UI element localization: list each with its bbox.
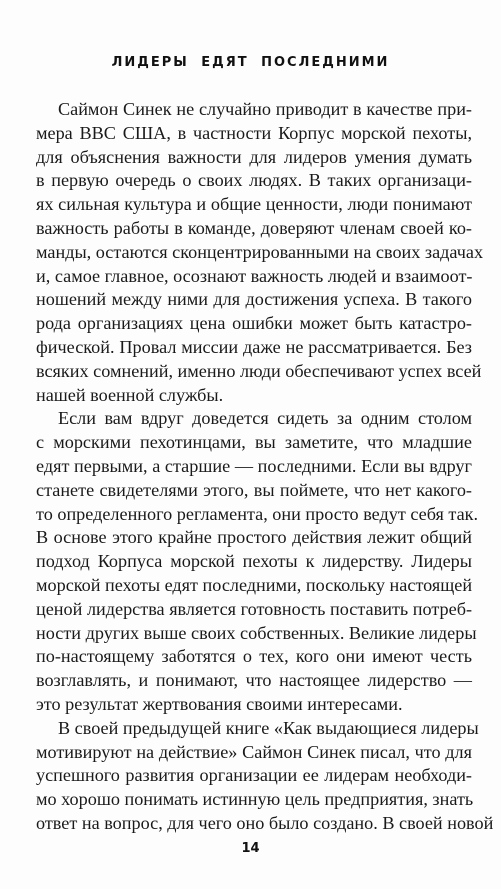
text-line: Если вам вдруг доведется сидеть за одним столом (58, 408, 472, 429)
text-line: В основе этого крайне простого действия лежит общий (36, 527, 472, 548)
text-line: станете свидетелями этого, вы поймете, что нет какого- (36, 479, 472, 500)
paragraph-2 (36, 407, 479, 716)
text-line: то определенного регламента, они просто ведут себя так. (36, 503, 479, 524)
text-line: и, самое главное, осознают важность людей и взаимоот- (36, 265, 473, 286)
text-line: для объяснения важности для лидеров умения думать (36, 146, 472, 167)
text-line: всяких сомнений, именно люди обеспечивают успех всей (36, 360, 482, 381)
text-line: в первую очередь о своих людях. В таких организаци- (36, 170, 472, 191)
text-line: ценой лидерства является готовность поставить потреб- (36, 598, 472, 619)
text-line: рода организациях цена ошибки может быть катастро- (36, 313, 472, 334)
paragraph-1 (36, 98, 484, 407)
text-line: с морскими пехотинцами, вы заметите, что младшие (36, 432, 472, 453)
text-line: Саймон Синек не случайно приводит в качестве при- (58, 99, 472, 119)
text-line: возглавлять, и понимают, что настоящее лидерство — (36, 670, 472, 691)
body-text (36, 98, 494, 836)
text-line: морской пехоты едят последними, поскольку настоящей (36, 574, 473, 595)
text-line: В своей предыдущей книге «Как выдающиеся лидеры (58, 717, 479, 738)
text-line: по-настоящему заботятся о тех, кого они имеют честь (36, 646, 472, 667)
text-line: ношений между ними для достижения успеха. В такого (36, 289, 472, 310)
text-line: мера ВВС США, в частности Корпус морской пехоты, (36, 122, 472, 143)
text-line: важность работы в команде, доверяют членам своей ко- (36, 217, 472, 238)
text-line: нашей военной службы. (36, 384, 224, 405)
running-head: ЛИДЕРЫ ЕДЯТ ПОСЛЕДНИМИ (111, 55, 390, 70)
text-line: успешного развития организации ее лидерам необходи- (36, 765, 472, 786)
text-line: едят первыми, а старшие — последними. Если вы вдруг (36, 455, 472, 476)
text-line: ях сильная культура и общие ценности, люди понимают (36, 194, 472, 215)
text-line: это результат жертвования своими интересами. (36, 693, 403, 714)
text-line: фической. Провал миссии даже не рассматривается. Без (36, 336, 472, 357)
text-line: ности других выше своих собственных. Великие лидеры (36, 622, 477, 643)
text-line: манды, остаются сконцентрированными на своих задачах (36, 241, 484, 262)
text-line: ответ на вопрос, для чего оно было создано. В своей новой (36, 812, 494, 833)
text-line: мотивируют на действие» Саймон Синек писал, что для (36, 741, 472, 762)
paragraph-3 (36, 717, 494, 836)
page-number: 14 (241, 841, 260, 856)
text-line: подход Корпуса морской пехоты к лидерству. Лидеры (36, 551, 472, 572)
text-line: мо хорошо понимать истинную цель предприятия, знать (36, 789, 474, 810)
